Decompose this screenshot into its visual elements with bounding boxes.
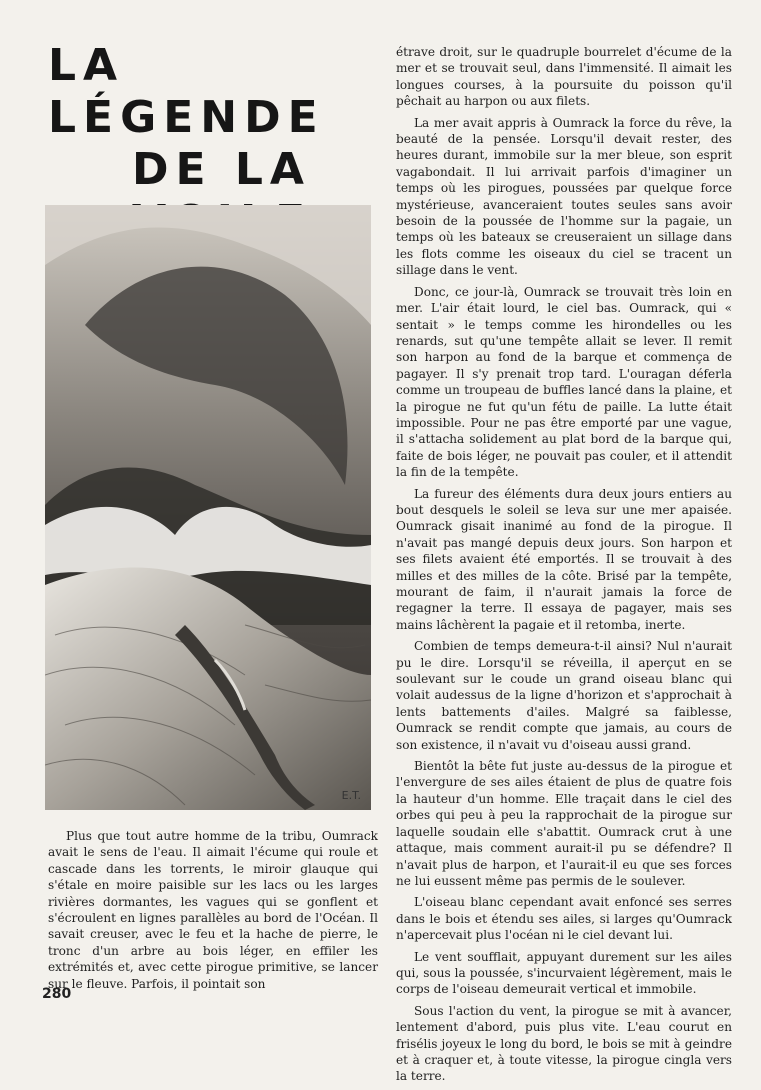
storm-wave-drawing [45,205,371,810]
paragraph: L'oiseau blanc cependant avait enfoncé ses serres dans le bois et étendu ses ailes, si larges qu'Oumrack n'apercevait plus l'océan ni le ciel devant lui. [396,895,732,943]
artist-signature: E.T. [341,789,361,802]
paragraph: Le vent soufflait, appuyant durement sur les ailes qui, sous la poussée, s'incurvaient légèrement, mais le corps de l'oiseau demeurait vertical et immobile. [396,949,732,997]
title-line-2: DE LA [132,144,311,195]
title-line-1: LA LÉGENDE [48,40,325,143]
paragraph: Sous l'action du vent, la pirogue se mit à avancer, lentement d'abord, puis plus vite. L'eau courut en frisélis joyeux le long du bord, le bois se mit à geindre et à craquer et, à toute vitesse, la pirogue cingla vers la terre. [396,1003,732,1084]
paragraph: La mer avait appris à Oumrack la force du rêve, la beauté de la pensée. Lorsqu'il devait rester, des heures durant, immobile sur la mer bleue, son esprit vagabondait. Il lui arrivait parfois d'imaginer un temps où les pirogues, poussées par quelque force mystérieuse, avanceraient toutes seules sans avoir besoin de la poussée de l'homme sur la pagaie, un temps où les bateaux se creuseraient un sillage dans les flots comme les oiseaux du ciel se tracent un sillage dans le vent. [396,115,732,278]
paragraph: La fureur des éléments dura deux jours entiers au bout desquels le soleil se leva sur une mer apaisée. Oumrack gisait inanimé au fond de la pirogue. Il n'avait pas mangé depuis deux jours. Son harpon et ses filets avaient été emportés. Il se trouvait à des milles et des milles de la côte. Brisé par la tempête, mourant de faim, il n'aurait jamais la force de regagner la terre. Il essaya de pagayer, mais ses mains lâchèrent la pagaie et il retomba, inerte. [396,486,732,632]
paragraph: étrave droit, sur le quadruple bourrelet d'écume de la mer et se trouvait seul, dans l'immensité. Il aimait les longues courses, à la poursuite du poisson qu'il pêchait au harpon ou aux filets. [396,45,732,109]
page-number: 280 [42,986,72,1002]
paragraph: Bientôt la bête fut juste au-dessus de la pirogue et l'envergure de ses ailes étaient de plus de quatre fois la hauteur d'un homme. Elle traçait dans le ciel des orbes qui peu à peu la rapprochait de la pirogue sur laquelle soudain elle s'abattit. Oumrack crut à une attaque, mais comment aurait-il pu se défendre? Il n'avait plus de harpon, et l'aurait-il eu que ses forces ne lui eussent même pas permis de le soulever. [396,759,732,888]
article-column-left [48,828,378,997]
article-column-right [396,44,732,1090]
paragraph: Donc, ce jour-là, Oumrack se trouvait très loin en mer. L'air était lourd, le ciel bas. Oumrack, qui « sentait » le temps comme les hirondelles ou les renards, sut qu'une tempête allait se lever. Il remit son harpon au fond de la barque et commença de pagayer. Il s'y prenait trop tard. L'ouragan déferla comme un troupeau de buffles lancé dans la plaine, et la pirogue ne fut qu'un fétu de paille. La lutte était impossible. Pour ne pas être emporté par une vague, il s'attacha solidement au plat bord de la barque qui, faite de bois léger, ne pouvait pas couler, et il attendit la fin de la tempête. [396,284,732,480]
paragraph: Combien de temps demeura-t-il ainsi? Nul n'aurait pu le dire. Lorsqu'il se réveilla, il aperçut en se soulevant sur le coude un grand oiseau blanc qui volait audessus de la ligne d'horizon et s'approchait à lents battements d'ailes. Malgré sa faiblesse, Oumrack se rendit compte que jamais, au cours de son existence, il n'avait vu d'oiseau aussi grand. [396,639,732,752]
paragraph: Plus que tout autre homme de la tribu, Oumrack avait le sens de l'eau. Il aimait l'écume qui roule et cascade dans les torrents, le miroir glauque qui s'étale en moire paisible sur les lacs ou les larges rivières dormantes, les vagues qui se gonflent et s'écroulent en lignes parallèles au bord de l'Océan. Il savait creuser, avec le feu et la hache de pierre, le tronc d'un arbre au bois léger, en effiler les extrémités et, avec cette pirogue primitive, se lancer sur le fleuve. Parfois, il pointait son [48,829,378,991]
storm-illustration [45,205,371,810]
